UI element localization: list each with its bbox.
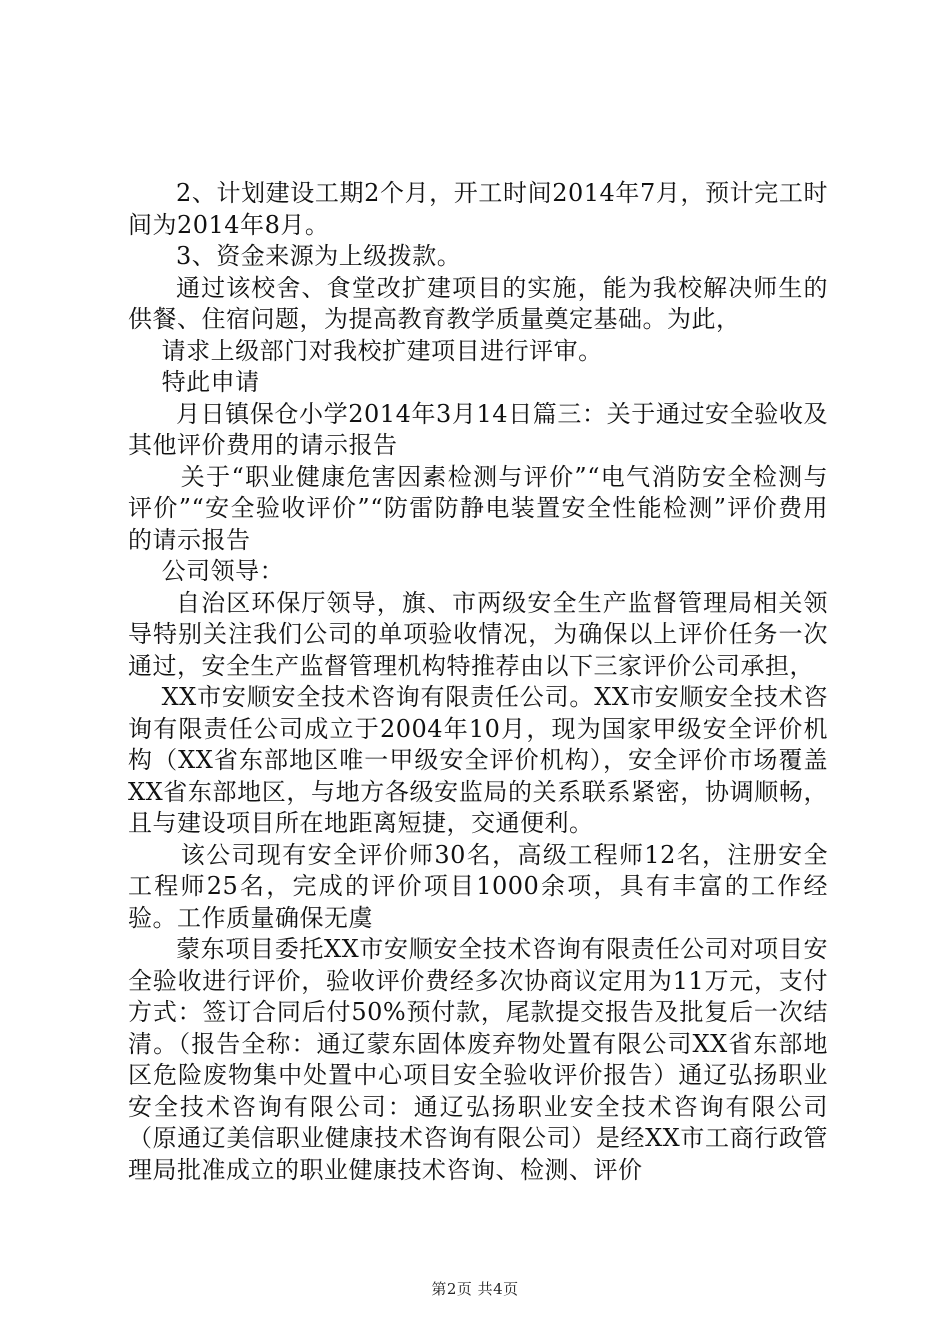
paragraph-closing: 特此申请 — [161, 368, 260, 396]
paragraph-funding: 3、资金来源为上级拨款。 — [176, 242, 462, 270]
paragraph-request-review: 请求上级部门对我校扩建项目进行评审。 — [161, 336, 603, 365]
paragraph-background: 自治区环保厅领导，旗、市两级安全生产监督管理局相关领导特别关注我们公司的单项验收情况，为确保以上评价任务一次通过，安全生产监督管理机构特推荐由以下三家评价公司承担， — [128, 588, 828, 680]
paragraph-signature-date: 月日镇保仓小学2014年3月14日篇三：关于通过安全验收及其他评价费用的请示报告 — [128, 399, 828, 459]
paragraph-company-staff: 该公司现有安全评价师30名，高级工程师12名，注册安全工程师25名，完成的评价项目1000余项，具有丰富的工作经验。工作质量确保无虞 — [128, 840, 828, 932]
paragraph-salutation: 公司领导： — [161, 557, 285, 585]
paragraph-schedule: 2、计划建设工期2个月，开工时间2014年7月，预计完工时间为2014年8月。 — [128, 179, 828, 239]
paragraph-contract-fees: 蒙东项目委托XX市安顺安全技术咨询有限责任公司对项目安全验收进行评价，验收评价费经多次协商议定用为11万元，支付方式：签订合同后付50%预付款，尾款提交报告及批复后一次结清。（报告全称：通辽蒙东固体废弃物处置有限公司XX省东部地区危险废物集中处置中心项目安全验收评价报告）通辽弘扬职业安全技术咨询有限公司：通辽弘扬职业安全技术咨询有限公司（原通辽美信职业健康技术咨询有限公司）是经XX市工商行政管理局批准成立的职业健康技术咨询、检测、评价 — [128, 935, 828, 1184]
page-number-footer: 第2页 共4页 — [431, 1280, 519, 1298]
paragraph-report-title: 关于“职业健康危害因素检测与评价”“电气消防安全检测与评价”“安全验收评价”“防雷防静电装置安全性能检测”评价费用的请示报告 — [128, 462, 828, 554]
paragraph-company-anshun: XX市安顺安全技术咨询有限责任公司。XX市安顺安全技术咨询有限责任公司成立于2004年10月，现为国家甲级安全评价机构（XX省东部地区唯一甲级安全评价机构），安全评价市场覆盖XX省东部地区，与地方各级安监局的关系联系紧密，协调顺畅，且与建设项目所在地距离短捷，交通便利。 — [128, 683, 828, 837]
paragraph-project-benefit: 通过该校舍、食堂改扩建项目的实施，能为我校解决师生的供餐、住宿问题，为提高教育教学质量奠定基础。为此， — [128, 273, 828, 333]
document-body — [128, 178, 828, 1186]
